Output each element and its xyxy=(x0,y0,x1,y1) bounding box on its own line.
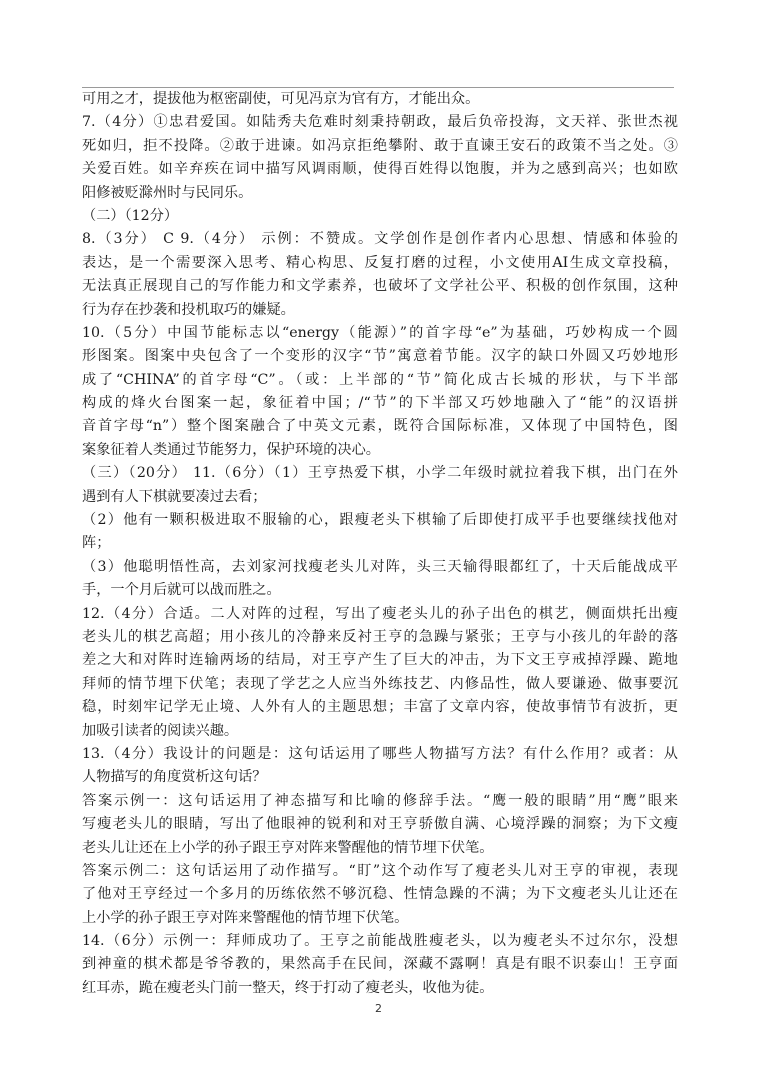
text-line: 遇到有人下棋就要凑过去看； xyxy=(82,488,267,505)
text-line: 加吸引读者的阅读兴趣。 xyxy=(82,722,239,739)
text-line: 死如归，拒不投降。②敢于进谏。如冯京拒绝攀附、敢于直谏王安石的政策不当之处。③ xyxy=(82,137,678,154)
text-line: 红耳赤，跪在瘦老头门前一整天，终于打动了瘦老头，收他为徒。 xyxy=(82,979,494,996)
text-line: 了他对王亨经过一个多月的历练依然不够沉稳、性情急躁的不满；为下文瘦老头儿让还在 xyxy=(82,886,678,903)
text-line: 人物描写的角度赏析这句话？ xyxy=(82,769,267,786)
text-line: 案象征着人类通过节能努力，保护环境的决心。 xyxy=(82,441,380,458)
text-line: 上小学的孙子跟王亨对阵来警醒他的情节埋下伏笔。 xyxy=(82,909,409,926)
text-line: 阳修被贬滁州时与民同乐。 xyxy=(82,184,253,201)
text-line: （二）（12分） xyxy=(82,207,179,224)
text-line: 老头儿的棋艺高超；用小孩儿的冷静来反衬王亨的急躁与紧张；王亨与小孩儿的年龄的落 xyxy=(82,628,678,645)
text-line: （三）（20分） 11.（6分）（1）王亨热爱下棋，小学二年级时就拉着我下棋，出门在外 xyxy=(82,465,678,482)
text-line: 构成的烽火台图案一起，象征着中国；/“节”的下半部又巧妙地融入了“能”的汉语拼 xyxy=(82,395,678,412)
text-line: 可用之才，提拔他为枢密副使，可见冯京为官有方，才能出众。 xyxy=(82,91,480,107)
text-line: 关爱百姓。如辛弃疾在词中描写风调雨顺，使得百姓得以饱腹，并为之感到高兴；也如欧 xyxy=(82,161,678,178)
text-line: 答案示例二：这句话运用了动作描写。“盯”这个动作写了瘦老头儿对王亨的审视，表现 xyxy=(82,862,678,879)
text-line: 差之大和对阵时连输两场的结局，对王亨产生了巨大的冲击，为下文王亨戒掉浮躁、跪地 xyxy=(82,652,678,669)
text-line: 7.（4分）①忠君爱国。如陆秀夫危难时刻秉持朝政，最后负帝投海，文天祥、张世杰视 xyxy=(82,114,678,131)
text-line: 拜师的情节埋下伏笔；表现了学艺之人应当外练技艺、内修品性，做人要谦逊、做事要沉 xyxy=(82,675,678,692)
text-line: 14.（6分）示例一：拜师成功了。王亨之前能战胜瘦老头，以为瘦老头不过尔尔，没想 xyxy=(82,933,678,950)
text-line: 写瘦老头儿的眼睛，写出了他眼神的锐利和对王亨骄傲自满、心境浮躁的洞察；为下文瘦 xyxy=(82,816,678,833)
text-line: 无法真正展现自己的写作能力和文学素养，也破坏了文学社公平、积极的创作氛围，这种 xyxy=(82,278,678,295)
text-line: 12.（4分）合适。二人对阵的过程，写出了瘦老头儿的孙子出色的棋艺，侧面烘托出瘦 xyxy=(82,605,678,622)
text-line: （2）他有一颗积极进取不服输的心，跟瘦老头下棋输了后即使打成平手也要继续找他对 xyxy=(82,512,678,529)
text-line: 老头儿让还在上小学的孙子跟王亨对阵来警醒他的情节埋下伏笔。 xyxy=(82,839,494,856)
text-line: 手，一个月后就可以战而胜之。 xyxy=(82,582,281,599)
text-line: 行为存在抄袭和投机取巧的嫌疑。 xyxy=(82,301,295,318)
text-line: 音首字母“n”）整个图案融合了中英文元素，既符合国际标准，又体现了中国特色，图 xyxy=(82,418,678,435)
text-line: 到神童的棋术都是爷爷教的，果然高手在民间，深藏不露啊！真是有眼不识泰山！王亨面 xyxy=(82,956,678,973)
text-line: 答案示例一：这句话运用了神态描写和比喻的修辞手法。“鹰一般的眼睛”用“鹰”眼来 xyxy=(82,792,678,809)
answer-text-body xyxy=(82,88,678,1000)
text-line: 13.（4分）我设计的问题是：这句话运用了哪些人物描写方法？有什么作用？或者：从 xyxy=(82,745,678,762)
text-line: （3）他聪明悟性高，去刘家河找瘦老头儿对阵，头三天输得眼都红了，十天后能战成平 xyxy=(82,558,678,575)
page-number: 2 xyxy=(375,1002,382,1015)
text-line: 成了“CHINA”的首字母“C”。（或：上半部的“节”简化成古长城的形状，与下半部 xyxy=(82,371,678,388)
text-line: 10.（5分）中国节能标志以“energy（能源）”的首字母“e”为基础，巧妙构成一个圆 xyxy=(82,324,678,341)
text-line: 表达，是一个需要深入思考、精心构思、反复打磨的过程，小文使用AI生成文章投稿， xyxy=(82,254,678,271)
text-line: 形图案。图案中央包含了一个变形的汉字“节”寓意着节能。汉字的缺口外圆又巧妙地形 xyxy=(82,348,678,365)
text-line: 稳，时刻牢记学无止境、人外有人的主题思想；丰富了文章内容，使故事情节有波折，更 xyxy=(82,699,678,716)
text-line: 阵； xyxy=(82,535,111,552)
text-line: 8.（3分） C 9.（4分） 示例：不赞成。文学创作是创作者内心思想、情感和体验的 xyxy=(82,231,678,248)
